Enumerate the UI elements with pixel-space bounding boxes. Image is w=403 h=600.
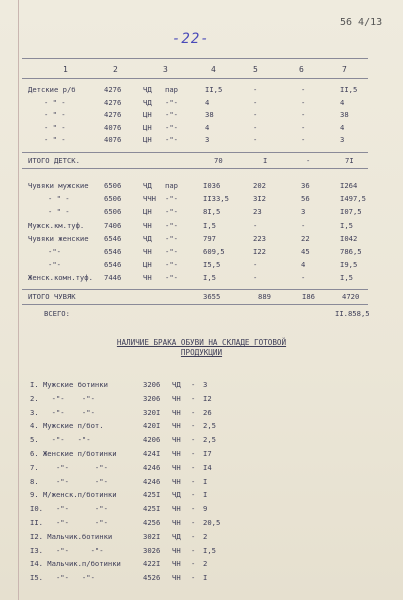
item-cell: - (191, 518, 196, 527)
item-cell: ЧН (172, 393, 181, 403)
row-label: - " - (44, 135, 66, 144)
item-label: 9. М/женск.п/ботинки (30, 490, 117, 500)
row-label: - " - (48, 194, 70, 204)
table-cell: 3 (301, 207, 306, 217)
table-cell: - (306, 156, 311, 165)
item-cell: I,5 (203, 545, 216, 555)
item-cell: - (191, 380, 196, 389)
item-label: II. -"- -"- (30, 518, 108, 527)
table-cell: ЦН (143, 110, 152, 119)
table-cell: ЧД (143, 181, 152, 190)
table-cell: 4276 (104, 110, 122, 119)
table-cell: - (253, 220, 258, 230)
table-cell: - (253, 97, 258, 107)
table-cell: - (301, 135, 306, 144)
table-cell: I036 (203, 181, 221, 190)
row-label: -"- (48, 247, 61, 256)
table-cell: 202 (253, 181, 266, 190)
table-cell: 4 (340, 97, 345, 107)
item-label: 2. -"- -"- (30, 393, 95, 403)
col-header: 5 (253, 65, 258, 74)
table-cell: I,5 (203, 273, 216, 283)
item-cell: ЧД (172, 380, 181, 389)
table-cell: II,5 (205, 85, 223, 94)
item-label: I2. Мальчик.ботинки (30, 531, 113, 541)
table-cell: 3I2 (253, 194, 266, 204)
item-cell: 3206 (143, 380, 161, 389)
item-label: I3. -"- -"- (30, 545, 104, 555)
table-cell: 223 (253, 233, 266, 243)
item-cell: I7 (203, 449, 212, 458)
row-label: - " - (44, 97, 66, 107)
item-cell: ЧН (172, 518, 181, 527)
table-cell: 6546 (104, 233, 122, 243)
table-cell: ЧЧН (143, 194, 156, 204)
item-cell: ЧН (172, 476, 181, 486)
header-top-line (22, 58, 368, 59)
item-cell: 425I (143, 490, 161, 500)
row-label: Мужск.км.туф. (28, 220, 85, 230)
table-cell: I497,5 (340, 194, 366, 204)
table-cell: -"- (165, 260, 178, 270)
table-cell: I042 (340, 233, 358, 243)
item-cell: 420I (143, 421, 161, 431)
table-cell: II,5 (340, 85, 358, 94)
item-cell: 320I (143, 407, 161, 417)
table-cell: 38 (205, 110, 214, 119)
col-header: 6 (299, 65, 304, 74)
item-cell: I (203, 476, 208, 486)
table-cell: -"- (165, 220, 178, 230)
table-cell: - (253, 85, 258, 94)
table-cell: 889 (258, 292, 271, 301)
item-cell: 2 (203, 531, 208, 541)
table-cell: ЧД (143, 85, 152, 94)
item-cell: 3206 (143, 393, 161, 403)
table-cell: - (301, 122, 306, 132)
total-line (22, 289, 368, 290)
item-label: I0. -"- -"- (30, 504, 108, 514)
table-cell: ЦН (143, 260, 152, 270)
table-cell: 4720 (342, 292, 360, 301)
table-cell: -"- (165, 122, 178, 132)
item-cell: I (203, 573, 208, 583)
table-cell: 786,5 (340, 247, 362, 256)
table-cell: 23 (253, 207, 262, 217)
table-cell: ЧН (143, 220, 152, 230)
col-header: 4 (211, 65, 216, 74)
row-label: Чувяки женские (28, 233, 89, 243)
grand-total-label: ВСЕГО: (44, 309, 70, 318)
margin-rule (18, 0, 19, 600)
total-line (22, 152, 368, 153)
col-header: 2 (113, 65, 118, 74)
table-cell: 4276 (104, 85, 122, 94)
item-cell: 4206 (143, 435, 161, 445)
table-cell: I07,5 (340, 207, 362, 217)
item-cell: - (191, 421, 196, 431)
table-cell: 4 (205, 122, 210, 132)
item-cell: - (191, 504, 196, 514)
row-label: - " - (44, 110, 66, 119)
table-cell: - (253, 135, 258, 144)
table-cell: - (301, 273, 306, 283)
section-title: НАЛИЧИЕ БРАКА ОБУВИ НА СКЛАДЕ ГОТОВОЙ (116, 338, 287, 347)
item-cell: 4256 (143, 518, 161, 527)
item-cell: I2 (203, 393, 212, 403)
item-cell: - (191, 545, 196, 555)
table-cell: ЦН (143, 135, 152, 144)
total-line (22, 168, 368, 169)
table-cell: пар (165, 85, 178, 94)
table-cell: -"- (165, 247, 178, 256)
item-cell: ЧН (172, 421, 181, 431)
item-cell: 2,5 (203, 435, 216, 445)
row-label: Детские р/б (28, 85, 76, 94)
table-cell: -"- (165, 110, 178, 119)
item-label: 7. -"- -"- (30, 462, 108, 472)
item-cell: 20,5 (203, 518, 221, 527)
table-cell: I9,5 (340, 260, 358, 270)
total-line (22, 304, 368, 305)
table-cell: 22 (301, 233, 310, 243)
item-cell: ЧН (172, 435, 181, 445)
table-cell: I264 (340, 181, 358, 190)
item-cell: 4526 (143, 573, 161, 583)
item-cell: - (191, 476, 196, 486)
table-cell: пар (165, 181, 178, 190)
table-cell: I,5 (203, 220, 216, 230)
total-label: ИТОГО ЧУВЯК (28, 292, 76, 301)
row-label: Женск.комн.туф. (28, 273, 93, 283)
table-cell: 6546 (104, 247, 122, 256)
item-cell: 4246 (143, 476, 161, 486)
table-cell: - (253, 273, 258, 283)
table-cell: -"- (165, 273, 178, 283)
table-cell: -"- (165, 233, 178, 243)
table-cell: 7406 (104, 220, 122, 230)
col-header: 1 (63, 65, 68, 74)
table-cell: 4 (205, 97, 210, 107)
item-cell: 425I (143, 504, 161, 514)
table-cell: - (301, 85, 306, 94)
item-cell: ЧН (172, 407, 181, 417)
table-cell: 797 (203, 233, 216, 243)
item-label: I. Мужские ботинки (30, 380, 108, 389)
table-cell: 4 (340, 122, 345, 132)
item-label: 5. -"- -"- (30, 435, 91, 445)
table-cell: I22 (253, 247, 266, 256)
item-cell: ЧД (172, 490, 181, 500)
grand-total-value: II.858,5 (335, 309, 370, 318)
page-number: -22- (172, 31, 210, 47)
col-header: 7 (342, 65, 347, 74)
item-cell: 3026 (143, 545, 161, 555)
table-cell: 6506 (104, 194, 122, 204)
item-cell: 2,5 (203, 421, 216, 431)
item-cell: - (191, 435, 196, 445)
item-cell: - (191, 393, 196, 403)
table-cell: 3 (205, 135, 210, 144)
item-cell: - (191, 559, 196, 569)
table-cell: 45 (301, 247, 310, 256)
table-cell: 70 (214, 156, 223, 165)
item-cell: - (191, 531, 196, 541)
table-cell: - (253, 122, 258, 132)
table-cell: 7I (345, 156, 354, 165)
item-cell: 302I (143, 531, 161, 541)
item-cell: 9 (203, 504, 208, 514)
table-cell: - (253, 260, 258, 270)
table-cell: 4 (301, 260, 306, 270)
item-label: 8. -"- -"- (30, 476, 108, 486)
item-cell: 2 (203, 559, 208, 569)
item-cell: 422I (143, 559, 161, 569)
table-cell: ЧД (143, 97, 152, 107)
item-cell: ЧД (172, 531, 181, 541)
table-cell: I,5 (340, 220, 353, 230)
item-label: I5. -"- -"- (30, 573, 95, 583)
item-cell: - (191, 490, 196, 500)
header-bottom-line (22, 78, 368, 79)
item-cell: I4 (203, 462, 212, 472)
row-label: - " - (48, 207, 70, 217)
row-label: Чувяки мужские (28, 181, 89, 190)
section-subtitle: ПРОДУКЦИИ (180, 348, 223, 357)
table-cell: ЧН (143, 273, 152, 283)
table-cell: -"- (165, 135, 178, 144)
item-cell: ЧН (172, 545, 181, 555)
table-cell: 6546 (104, 260, 122, 270)
table-cell: 4276 (104, 97, 122, 107)
item-cell: - (191, 449, 196, 458)
row-label: - " - (44, 122, 66, 132)
table-cell: ЦН (143, 207, 152, 217)
total-label: ИТОГО ДЕТСК. (28, 156, 80, 165)
table-cell: - (301, 110, 306, 119)
item-cell: ЧН (172, 449, 181, 458)
table-cell: 38 (340, 110, 349, 119)
table-cell: - (301, 97, 306, 107)
table-cell: 4076 (104, 135, 122, 144)
item-label: 3. -"- -"- (30, 407, 95, 417)
table-cell: I,5 (340, 273, 353, 283)
row-label: -"- (48, 260, 61, 270)
table-cell: I (263, 156, 268, 165)
item-label: 6. Женские п/ботинки (30, 449, 117, 458)
item-cell: ЧН (172, 559, 181, 569)
table-cell: ЧН (143, 247, 152, 256)
table-cell: -"- (165, 97, 178, 107)
item-cell: - (191, 407, 196, 417)
table-cell: 4076 (104, 122, 122, 132)
table-cell: ЦН (143, 122, 152, 132)
table-cell: 8I,5 (203, 207, 221, 217)
archive-mark: 56 4/13 (340, 17, 383, 28)
item-cell: I (203, 490, 208, 500)
item-cell: 3 (203, 380, 208, 389)
item-cell: 4246 (143, 462, 161, 472)
table-cell: - (301, 220, 306, 230)
table-cell: 56 (301, 194, 310, 204)
table-cell: 3 (340, 135, 345, 144)
table-cell: 36 (301, 181, 310, 190)
table-cell: II33,5 (203, 194, 229, 204)
table-cell: 6506 (104, 181, 122, 190)
table-cell: I5,5 (203, 260, 221, 270)
table-cell: ЧД (143, 233, 152, 243)
table-cell: - (253, 110, 258, 119)
item-cell: ЧН (172, 462, 181, 472)
table-cell: 609,5 (203, 247, 225, 256)
table-cell: -"- (165, 207, 178, 217)
item-label: 4. Мужские п/бот. (30, 421, 104, 431)
item-cell: ЧН (172, 504, 181, 514)
table-cell: 6506 (104, 207, 122, 217)
item-cell: - (191, 573, 196, 583)
table-cell: 7446 (104, 273, 122, 283)
table-cell: 3655 (203, 292, 221, 301)
item-label: I4. Мальчик.п/ботинки (30, 559, 121, 569)
table-cell: -"- (165, 194, 178, 204)
col-header: 3 (163, 65, 168, 74)
table-cell: I86 (302, 292, 315, 301)
item-cell: 424I (143, 449, 161, 458)
item-cell: 26 (203, 407, 212, 417)
item-cell: ЧН (172, 573, 181, 583)
item-cell: - (191, 462, 196, 472)
